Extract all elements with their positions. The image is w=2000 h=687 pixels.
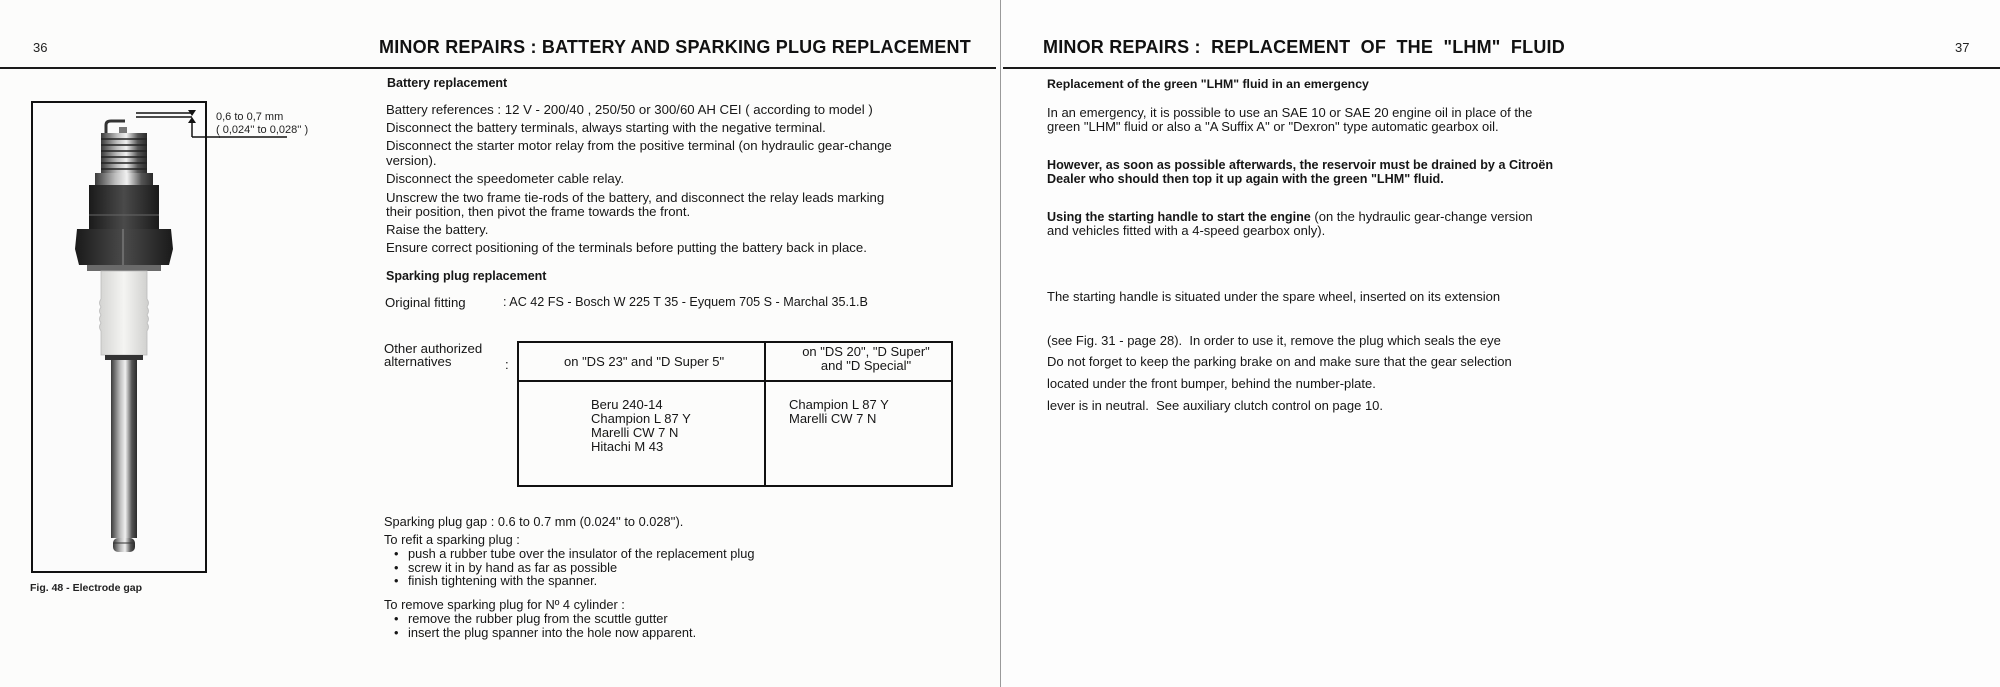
- battery-line: Raise the battery.: [386, 222, 489, 237]
- battery-line: their position, then pivot the frame towards the front.: [386, 204, 691, 219]
- paragraph-line: green "LHM" fluid or also a "A Suffix A" or "Dexron" type automatic gearbox oil.: [1047, 119, 1499, 134]
- battery-line: Battery references : 12 V - 200/40 , 250/50 or 300/60 AH CEI ( according to model ): [386, 102, 873, 117]
- list-item: • push a rubber tube over the insulator of the replacement plug: [386, 547, 754, 561]
- paragraph-line: The starting handle is situated under the spare wheel, inserted on its extension: [1047, 289, 1501, 304]
- figure-caption: Fig. 48 - Electrode gap: [30, 582, 143, 594]
- gap-dimension-arrows: [130, 108, 220, 148]
- list-item: • finish tightening with the spanner.: [386, 574, 754, 588]
- paragraph-line: located under the front bumper, behind the number-plate.: [1047, 376, 1376, 391]
- starting-handle-rest: (on the hydraulic gear-change version: [1310, 209, 1533, 224]
- original-fitting-label: Original fitting: [385, 295, 466, 310]
- header-rule-left: [0, 67, 996, 69]
- page-number-left: 36: [33, 40, 48, 55]
- table-cell: Champion L 87 Y: [789, 397, 889, 412]
- alternatives-label: [384, 342, 482, 368]
- spark-plug-figure: [31, 101, 207, 573]
- paragraph-line: In an emergency, it is possible to use an SAE 10 or SAE 20 engine oil in place of the: [1047, 105, 1533, 120]
- table-header-col2-line2: and "D Special": [820, 358, 912, 373]
- paragraph-line: Dealer who should then top it up again with the green "LHM" fluid.: [1047, 172, 1444, 186]
- paragraph-line: and vehicles fitted with a 4-speed gearbox only).: [1047, 223, 1326, 238]
- alternatives-colon: :: [505, 357, 509, 372]
- running-head-left: MINOR REPAIRS : BATTERY AND SPARKING PLUG REPLACEMENT: [379, 37, 971, 57]
- paragraph-starting-handle: [1047, 210, 1533, 238]
- refit-heading: To refit a sparking plug :: [384, 532, 520, 547]
- table-cell: Marelli CW 7 N: [789, 411, 877, 426]
- table-cell: Beru 240-14: [591, 397, 663, 412]
- annotation-underline: [219, 136, 329, 139]
- running-head-right: MINOR REPAIRS : REPLACEMENT OF THE "LHM" FLUID: [1043, 37, 1565, 57]
- battery-line: Disconnect the battery terminals, always starting with the negative terminal.: [386, 120, 826, 135]
- table-column-divider: [764, 343, 766, 485]
- battery-line: Disconnect the speedometer cable relay.: [386, 171, 624, 186]
- list-item: • screw it in by hand as far as possible: [386, 561, 754, 575]
- lhm-heading: Replacement of the green "LHM" fluid in an emergency: [1047, 77, 1369, 91]
- page-number-right: 37: [1955, 40, 1970, 55]
- table-header-col1: on "DS 23" and "D Super 5": [564, 354, 725, 369]
- table-cell: Champion L 87 Y: [591, 411, 691, 426]
- original-fitting-value: : AC 42 FS - Bosch W 225 T 35 - Eyquem 705 S - Marchal 35.1.B: [503, 295, 868, 309]
- alternatives-table: [517, 341, 953, 487]
- right-page: [1001, 0, 2000, 687]
- gap-annotation-mm: 0,6 to 0,7 mm: [216, 111, 284, 123]
- sparking-gap-line: Sparking plug gap : 0.6 to 0.7 mm (0.024'' to 0.028'').: [384, 514, 684, 529]
- remove-heading: To remove sparking plug for Nº 4 cylinder :: [384, 597, 625, 612]
- paragraph-drain-warning: [1047, 158, 1553, 186]
- table-col1-items: [591, 398, 691, 454]
- battery-heading: Battery replacement: [387, 76, 508, 90]
- battery-line: Disconnect the starter motor relay from the positive terminal (on hydraulic gear-change: [386, 138, 892, 153]
- paragraph-line: However, as soon as possible afterwards, the reservoir must be drained by a Citroën: [1047, 158, 1554, 172]
- table-header-divider: [519, 380, 951, 382]
- list-item: • insert the plug spanner into the hole now apparent.: [386, 626, 696, 640]
- spark-plug-illustration: [33, 103, 205, 571]
- list-item: • remove the rubber plug from the scuttle gutter: [386, 612, 696, 626]
- table-cell: Hitachi M 43: [591, 439, 664, 454]
- alternatives-label-line1: Other authorized: [384, 341, 483, 356]
- alternatives-label-line2: alternatives: [384, 354, 452, 369]
- paragraph-line: Do not forget to keep the parking brake on and make sure that the gear selection: [1047, 354, 1512, 369]
- refit-steps-list: [386, 547, 754, 588]
- header-rule-right: [1003, 67, 2000, 69]
- battery-line: Ensure correct positioning of the terminals before putting the battery back in place.: [386, 240, 867, 255]
- table-cell: Marelli CW 7 N: [591, 425, 679, 440]
- table-header-col2: [781, 345, 951, 373]
- remove-steps-list: [386, 612, 696, 639]
- paragraph-parking-brake: [1047, 326, 1512, 442]
- battery-line: Unscrew the two frame tie-rods of the battery, and disconnect the relay leads marking: [386, 190, 885, 205]
- table-col2-items: [789, 398, 889, 426]
- paragraph-line: [1047, 210, 1533, 224]
- paragraph-emergency-oil: [1047, 106, 1532, 134]
- starting-handle-bold: Using the starting handle to start the engine: [1047, 210, 1311, 224]
- paragraph-line: lever is in neutral. See auxiliary clutch control on page 10.: [1047, 397, 1384, 413]
- paragraph-line: (see Fig. 31 - page 28). In order to use it, remove the plug which seals the eye: [1047, 332, 1501, 348]
- table-header-col2-line1: on "DS 20", "D Super": [802, 344, 930, 359]
- sparking-heading: Sparking plug replacement: [386, 269, 547, 283]
- gap-annotation-inches: ( 0,024'' to 0,028'' ): [216, 124, 309, 136]
- battery-line: version).: [386, 153, 437, 168]
